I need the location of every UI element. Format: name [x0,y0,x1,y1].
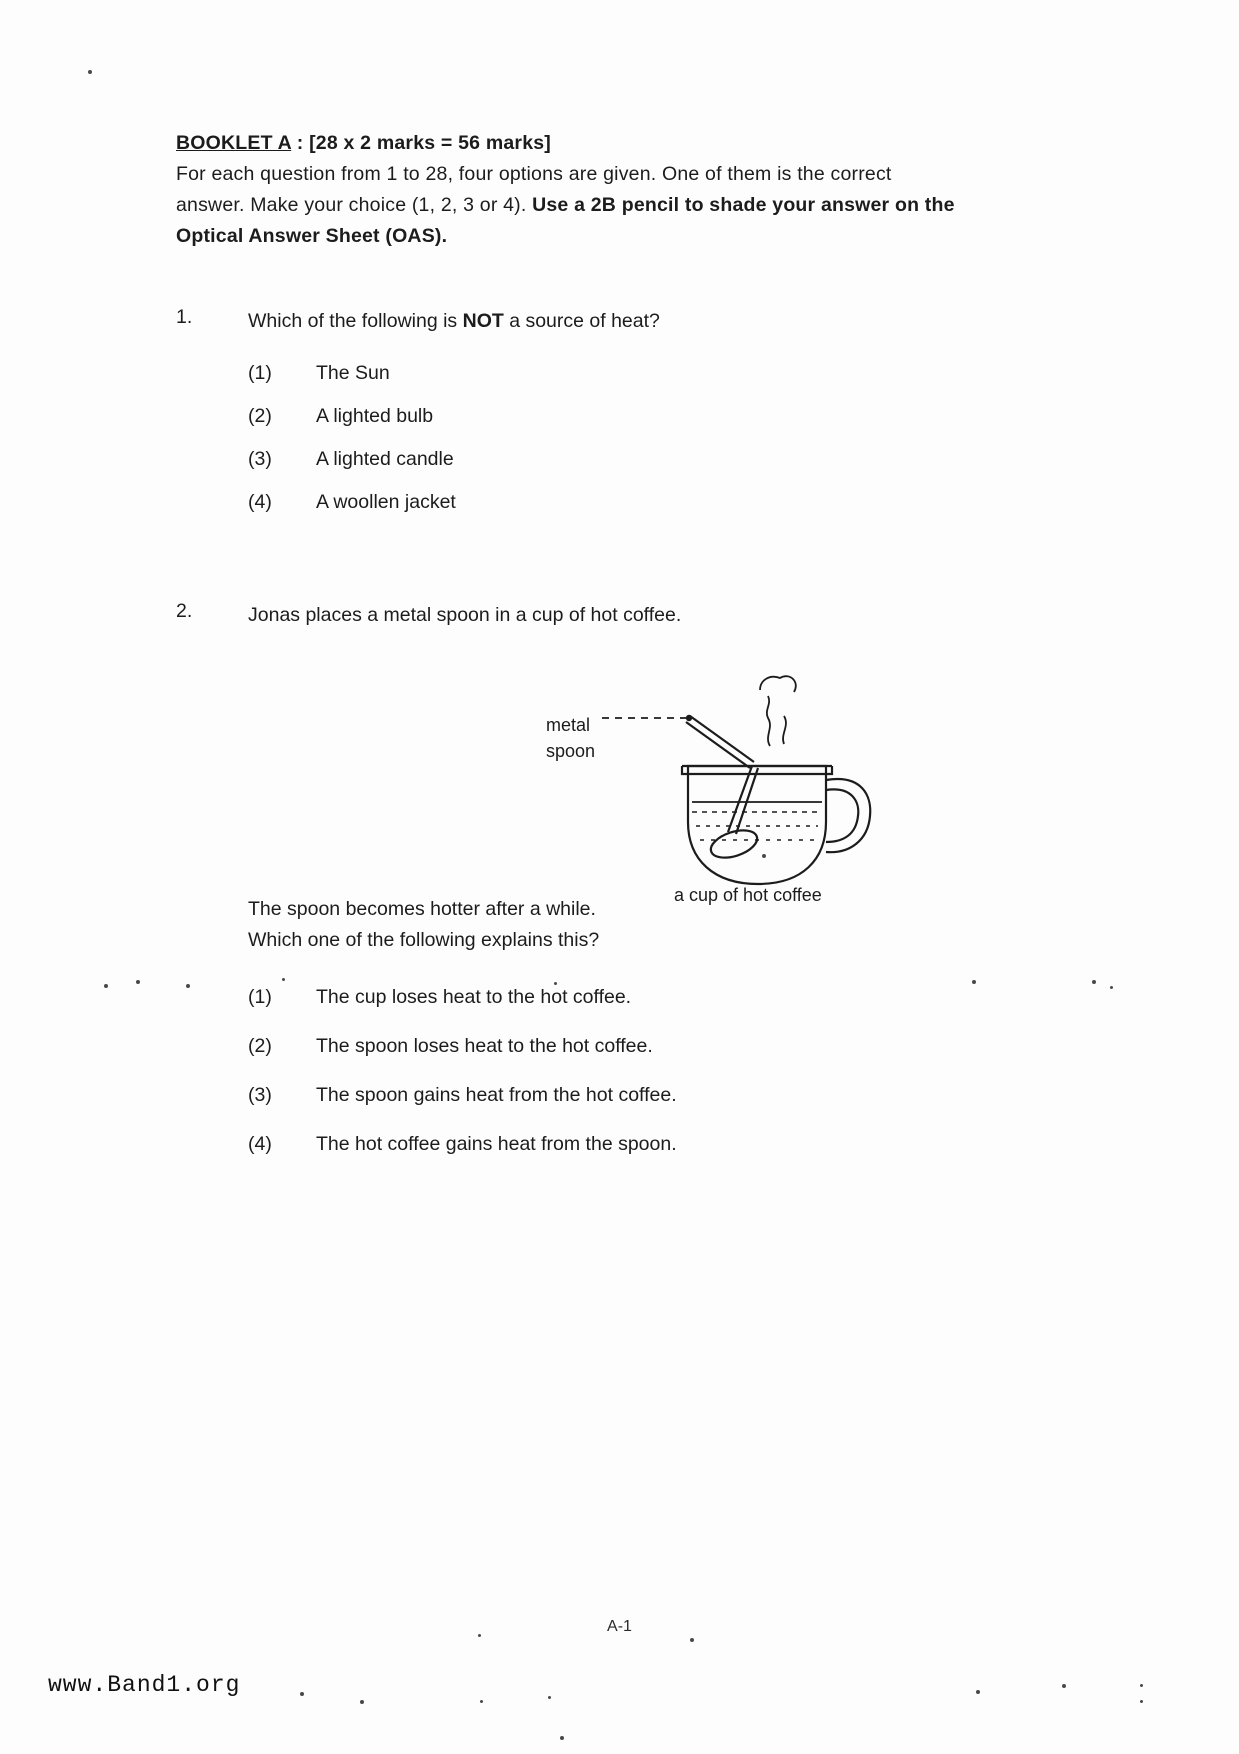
question-1-options [248,362,1136,514]
option-item[interactable] [248,1084,1136,1107]
scan-speck [136,980,140,984]
option-item[interactable] [248,448,1136,471]
scan-speck [300,1692,304,1696]
question-1 [176,306,1136,534]
scan-speck [548,1696,551,1699]
booklet-heading [176,128,1106,159]
option-number: (3) [248,448,272,470]
question-1-stem-a: Which of the following is [248,310,463,332]
coffee-cup-diagram [356,654,916,905]
option-number: (2) [248,405,272,427]
question-2-options [248,986,1136,1156]
question-1-stem-b: a source of heat? [503,310,660,332]
option-number: (1) [248,986,272,1008]
question-2-number: 2. [176,600,193,622]
scan-speck [976,1690,980,1694]
option-text: The hot coffee gains heat from the spoon. [316,1133,677,1155]
question-2-followup-line-1: The spoon becomes hotter after a while. [248,898,596,920]
scan-speck [1140,1700,1143,1703]
diagram-label-spoon: spoon [546,741,596,761]
booklet-label: BOOKLET A [176,132,292,154]
option-item[interactable] [248,405,1136,428]
option-item[interactable] [248,1035,1136,1058]
instruction-line-2a: answer. Make your choice (1, 2, 3 or 4). [176,194,533,216]
watermark: www.Band1.org [48,1672,241,1698]
option-text: A lighted candle [316,448,454,470]
page-marker: A-1 [607,1618,632,1635]
scan-speck [1140,1684,1143,1687]
diagram-caption: a cup of hot coffee [674,885,822,905]
option-item[interactable] [248,362,1136,385]
instruction-line-2 [176,190,1106,221]
scan-speck [560,1736,564,1740]
option-text: The Sun [316,362,390,384]
question-1-stem [248,306,1136,336]
option-item[interactable] [248,491,1136,514]
option-text: The spoon gains heat from the hot coffee. [316,1084,677,1106]
option-number: (4) [248,1133,272,1155]
option-number: (4) [248,491,272,513]
option-text: A lighted bulb [316,405,434,427]
instruction-line-3: Optical Answer Sheet (OAS). [176,225,448,247]
option-text: The cup loses heat to the hot coffee. [316,986,632,1008]
option-item[interactable] [248,1133,1136,1156]
scan-speck [88,70,92,74]
diagram-label-metal: metal [546,715,591,735]
scan-speck [690,1638,694,1642]
instruction-line-2b: Use a 2B pencil to shade your answer on the [532,194,955,216]
scan-speck [104,984,108,988]
option-number: (2) [248,1035,272,1057]
question-2-stem: Jonas places a metal spoon in a cup of hot coffee. [248,604,682,626]
instruction-line-1: For each question from 1 to 28, four options are given. One of them is the correct [176,163,892,185]
scan-speck [1062,1684,1066,1688]
option-text: A woollen jacket [316,491,456,513]
booklet-marks: : [28 x 2 marks = 56 marks] [291,132,551,154]
instructions-block [176,128,1106,252]
option-number: (3) [248,1084,272,1106]
question-2-followup-line-2: Which one of the following explains this? [248,929,600,951]
option-text: The spoon loses heat to the hot coffee. [316,1035,653,1057]
option-item[interactable] [248,986,1136,1009]
option-number: (1) [248,362,272,384]
question-2 [176,600,1136,1176]
scan-speck [360,1700,364,1704]
question-1-stem-emphasis: NOT [462,310,504,332]
coffee-cup-illustration [356,654,916,904]
scan-speck [480,1700,483,1703]
question-1-number: 1. [176,306,193,328]
